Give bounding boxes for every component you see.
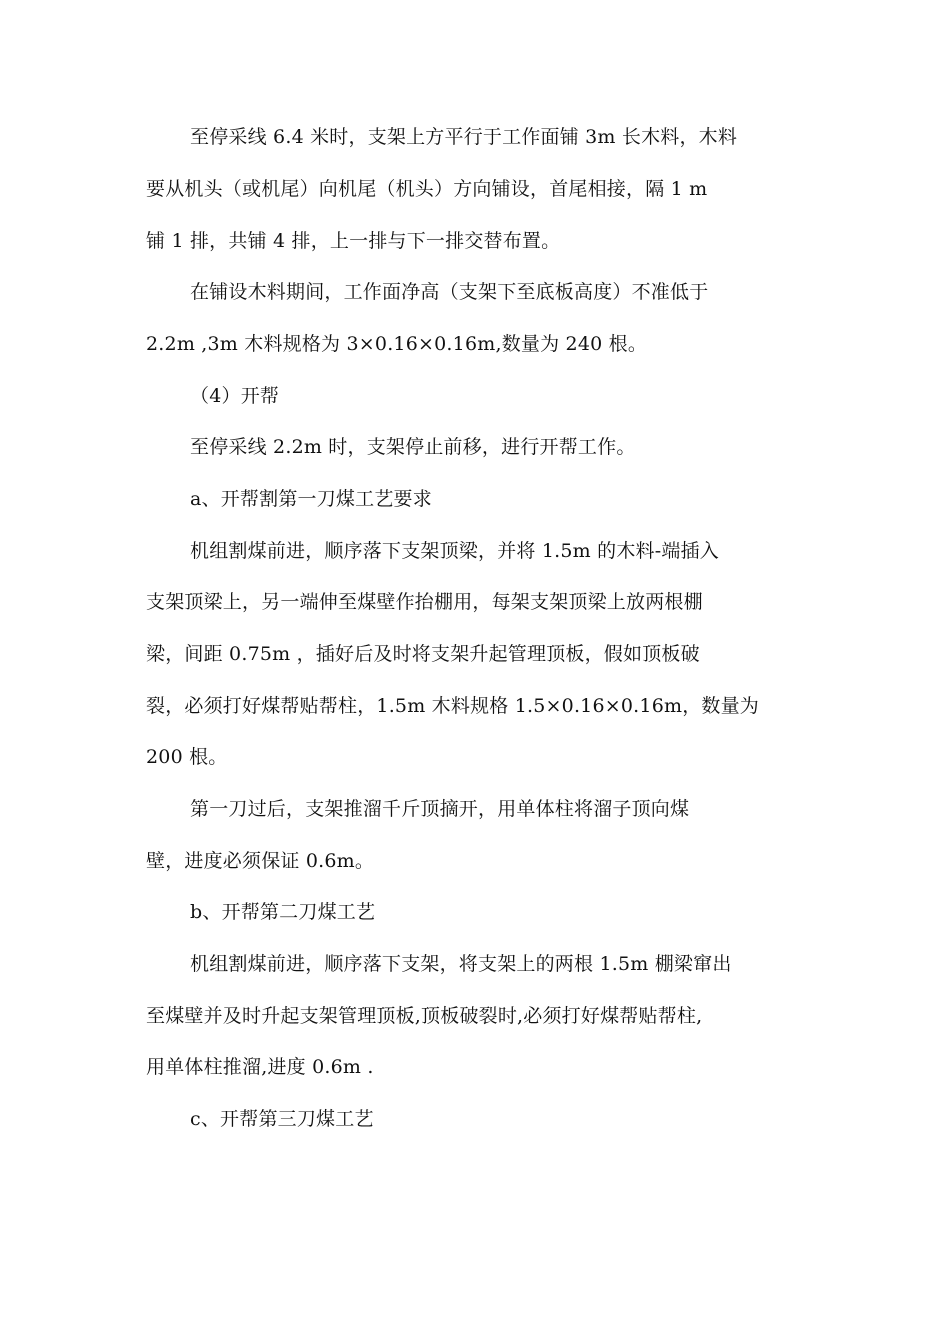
text-line: 支架顶梁上，另一端伸至煤壁作抬棚用，每架支架顶梁上放两根棚 — [146, 591, 703, 613]
text-line: 至停采线 6.4 米时，支架上方平行于工作面铺 3m 长木料，木料 — [190, 126, 738, 148]
text-line: 梁，间距 0.75m ，插好后及时将支架升起管理顶板，假如顶板破 — [146, 643, 700, 665]
subsection-heading: c、开帮第三刀煤工艺 — [190, 1108, 374, 1130]
text-line: 在铺设木料期间，工作面净高（支架下至底板高度）不准低于 — [190, 281, 709, 303]
subsection-heading: a、开帮割第一刀煤工艺要求 — [190, 488, 432, 510]
text-line: 机组割煤前进，顺序落下支架，将支架上的两根 1.5m 棚梁窜出 — [190, 953, 732, 975]
text-line: 2.2m ,3m 木料规格为 3×0.16×0.16m,数量为 240 根。 — [146, 333, 648, 355]
text-line: 200 根。 — [146, 746, 228, 768]
text-line: 壁，进度必须保证 0.6m。 — [146, 850, 375, 872]
text-line: 至煤壁并及时升起支架管理顶板,顶板破裂时,必须打好煤帮贴帮柱, — [146, 1005, 703, 1027]
text-line: 铺 1 排，共铺 4 排，上一排与下一排交替布置。 — [146, 230, 561, 252]
text-line: 机组割煤前进，顺序落下支架顶梁，并将 1.5m 的木料-端插入 — [190, 540, 719, 562]
text-line: 裂，必须打好煤帮贴帮柱，1.5m 木料规格 1.5×0.16×0.16m，数量为 — [146, 695, 759, 717]
text-line: 要从机头（或机尾）向机尾（机头）方向铺设，首尾相接，隔 1 m — [146, 178, 708, 200]
text-line: 至停采线 2.2m 时，支架停止前移，进行开帮工作。 — [190, 436, 636, 458]
text-line: 用单体柱推溜,进度 0.6m . — [146, 1056, 374, 1078]
subsection-heading: b、开帮第二刀煤工艺 — [190, 901, 376, 923]
section-heading: （4）开帮 — [190, 385, 280, 407]
text-line: 第一刀过后，支架推溜千斤顶摘开，用单体柱将溜子顶向煤 — [190, 798, 690, 820]
